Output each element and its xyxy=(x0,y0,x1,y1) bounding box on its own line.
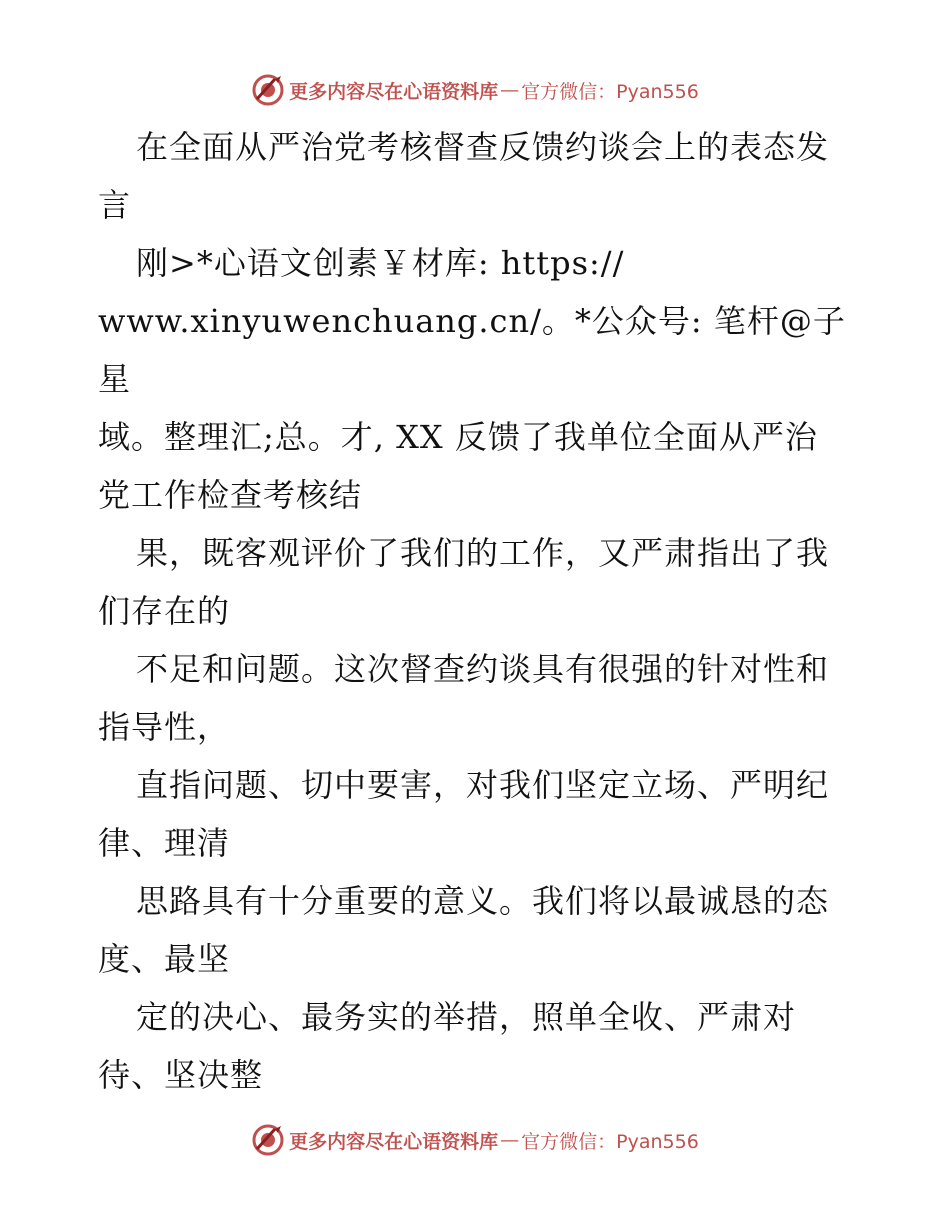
doc-line: 律、理清 xyxy=(98,824,231,862)
footer-brand-text: 更多内容尽在心语资料库 xyxy=(289,1130,499,1153)
header-dash: — xyxy=(500,79,520,101)
footer-dash: — xyxy=(500,1129,520,1151)
brand-logo-icon xyxy=(251,1123,285,1157)
document-body xyxy=(98,118,858,1104)
doc-line: 果，既客观评价了我们的工作，又严肃指出了我 xyxy=(136,534,830,572)
doc-line: 不足和问题。这次督查约谈具有很强的针对性和 xyxy=(136,650,830,688)
doc-line: 指导性， xyxy=(98,708,231,746)
header-brand-text: 更多内容尽在心语资料库 xyxy=(289,80,499,103)
header-banner xyxy=(0,70,950,110)
doc-line: 言 xyxy=(98,186,132,224)
doc-line: 定的决心、最务实的举措，照单全收、严肃对 xyxy=(136,998,797,1036)
doc-line: 们存在的 xyxy=(98,592,231,630)
doc-line: www.xinyuwenchuang.cn/。*公众号: 笔杆@子星 xyxy=(98,302,846,398)
doc-line: 待、坚决整 xyxy=(98,1056,264,1094)
header-wechat-text: 官方微信：Pyan556 xyxy=(521,80,699,103)
doc-line: 度、最坚 xyxy=(98,940,231,978)
footer-banner xyxy=(0,1120,950,1160)
doc-line: 在全面从严治党考核督查反馈约谈会上的表态发 xyxy=(136,128,830,166)
brand-logo-icon xyxy=(251,73,285,107)
doc-line: 党工作检查考核结 xyxy=(98,476,363,514)
doc-line: 直指问题、切中要害，对我们坚定立场、严明纪 xyxy=(136,766,830,804)
footer-wechat-text: 官方微信：Pyan556 xyxy=(521,1130,699,1153)
doc-line: 刚>*心语文创素￥材库: https:// xyxy=(136,244,625,282)
doc-line: 域。整理汇;总。才, XX 反馈了我单位全面从严治 xyxy=(98,418,818,456)
doc-line: 思路具有十分重要的意义。我们将以最诚恳的态 xyxy=(136,882,830,920)
